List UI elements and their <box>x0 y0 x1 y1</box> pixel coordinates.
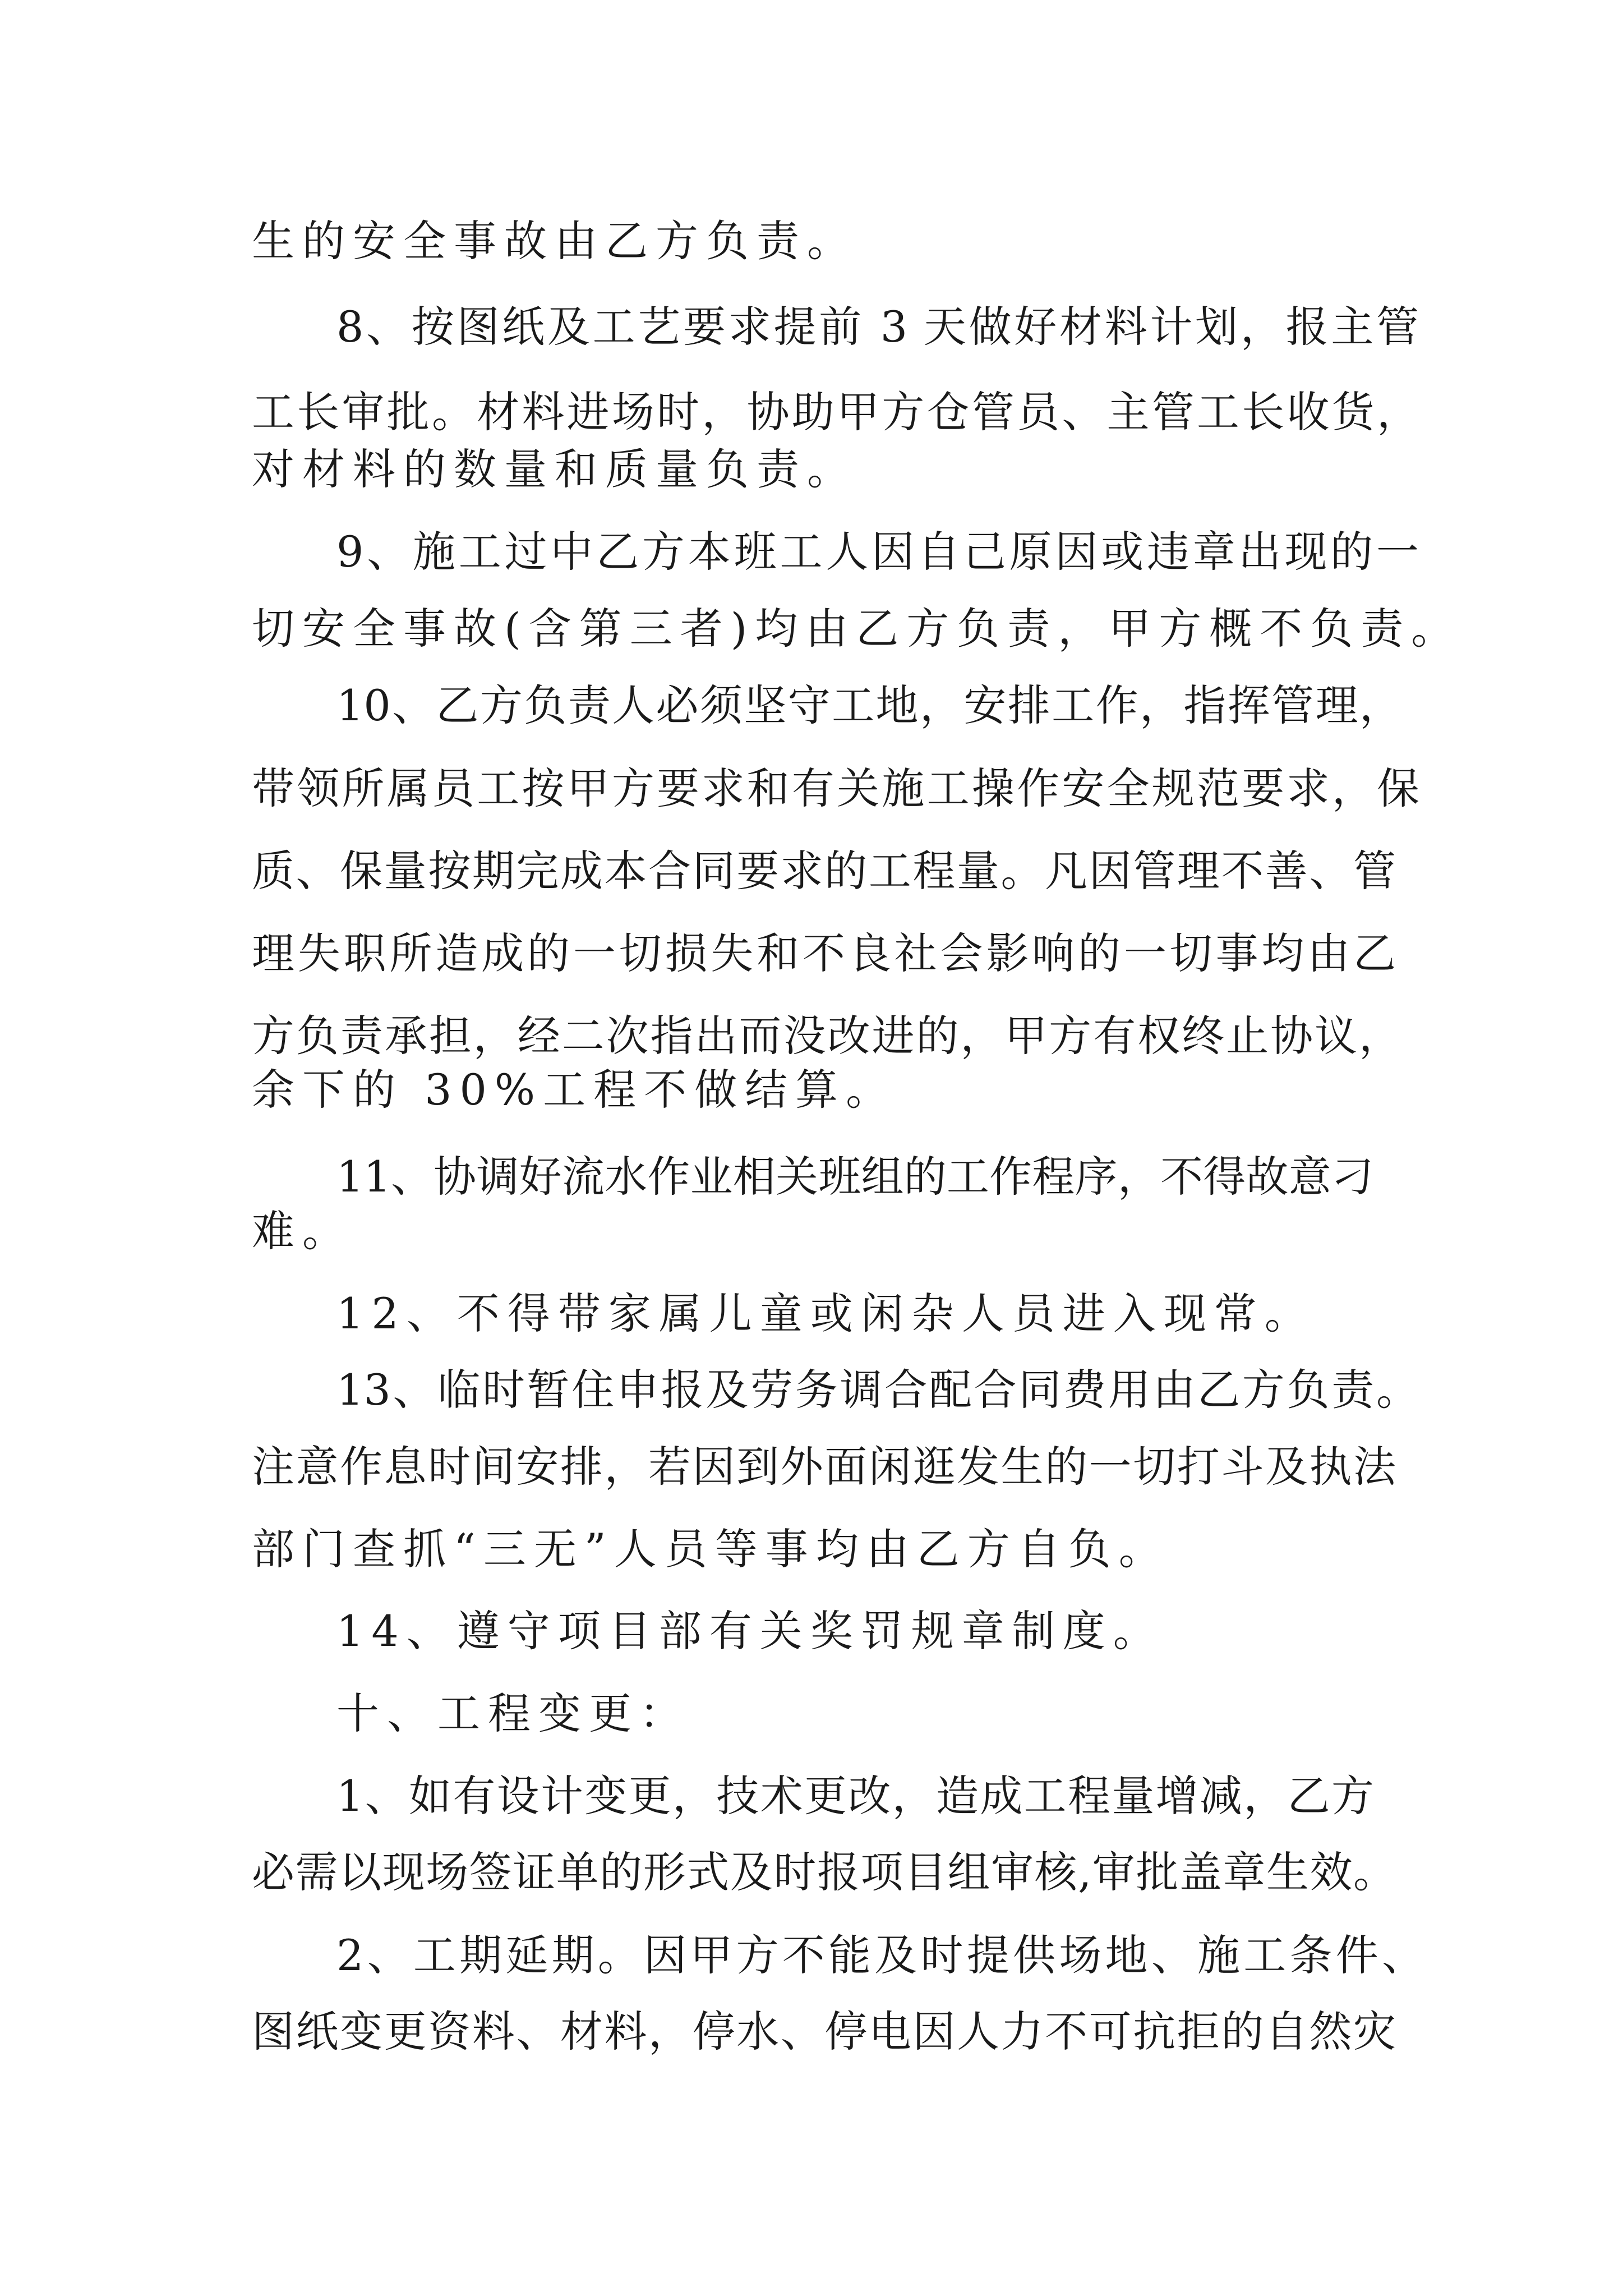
paragraph-line: 理失职所造成的一切损失和不良社会影响的一切事均由乙 <box>252 928 1396 978</box>
paragraph-line: 对材料的数量和质量负责。 <box>252 444 857 494</box>
paragraph-line: 工长审批。材料进场时，协助甲方仓管员、主管工长收货， <box>252 387 1419 437</box>
paragraph-line: 必需以现场签证单的形式及时报项目组审核,审批盖章生效。 <box>252 1847 1396 1897</box>
paragraph-line: 注意作息时间安排，若因到外面闲逛发生的一切打斗及执法 <box>252 1442 1396 1492</box>
paragraph-line: 14、遵守项目部有关奖罚规章制度。 <box>336 1606 1164 1656</box>
paragraph-line: 质、保量按期完成本合同要求的工程量。凡因管理不善、管 <box>252 846 1396 896</box>
paragraph-line: 1、如有设计变更，技术更改，造成工程量增减，乙方 <box>336 1771 1374 1821</box>
paragraph-line: 2、工期延期。因甲方不能及时提供场地、施工条件、 <box>336 1930 1424 1980</box>
paragraph-line: 13、临时暂住申报及劳务调合配合同费用由乙方负责。 <box>336 1365 1419 1415</box>
paragraph-line: 带领所属员工按甲方要求和有关施工操作安全规范要求，保 <box>252 763 1419 813</box>
paragraph-line: 方负责承担，经二次指出而没改进的，甲方有权终止协议， <box>252 1011 1401 1061</box>
paragraph-line: 难。 <box>252 1206 353 1256</box>
paragraph-line: 生的安全事故由乙方负责。 <box>252 216 857 266</box>
paragraph-line: 8、按图纸及工艺要求提前 3 天做好材料计划，报主管 <box>336 302 1419 352</box>
paragraph-line: 切安全事故(含第三者)均由乙方负责，甲方概不负责。 <box>252 604 1462 654</box>
paragraph-line: 部门查抓“三无”人员等事均由乙方自负。 <box>252 1524 1169 1574</box>
paragraph-line: 图纸变更资料、材料，停水、停电因人力不可抗拒的自然灾 <box>252 2007 1396 2056</box>
paragraph-line: 余下的 30%工程不做结算。 <box>252 1065 897 1115</box>
paragraph-line: 11、协调好流水作业相关班组的工作程序，不得故意刁 <box>336 1152 1374 1202</box>
paragraph-line: 9、施工过中乙方本班工人因自己原因或违章出现的一 <box>336 527 1419 577</box>
paragraph-line: 10、乙方负责人必须坚守工地，安排工作，指挥管理， <box>336 680 1402 730</box>
paragraph-line: 12、不得带家属儿童或闲杂人员进入现常。 <box>336 1289 1315 1338</box>
section-heading: 十、工程变更： <box>336 1688 690 1738</box>
